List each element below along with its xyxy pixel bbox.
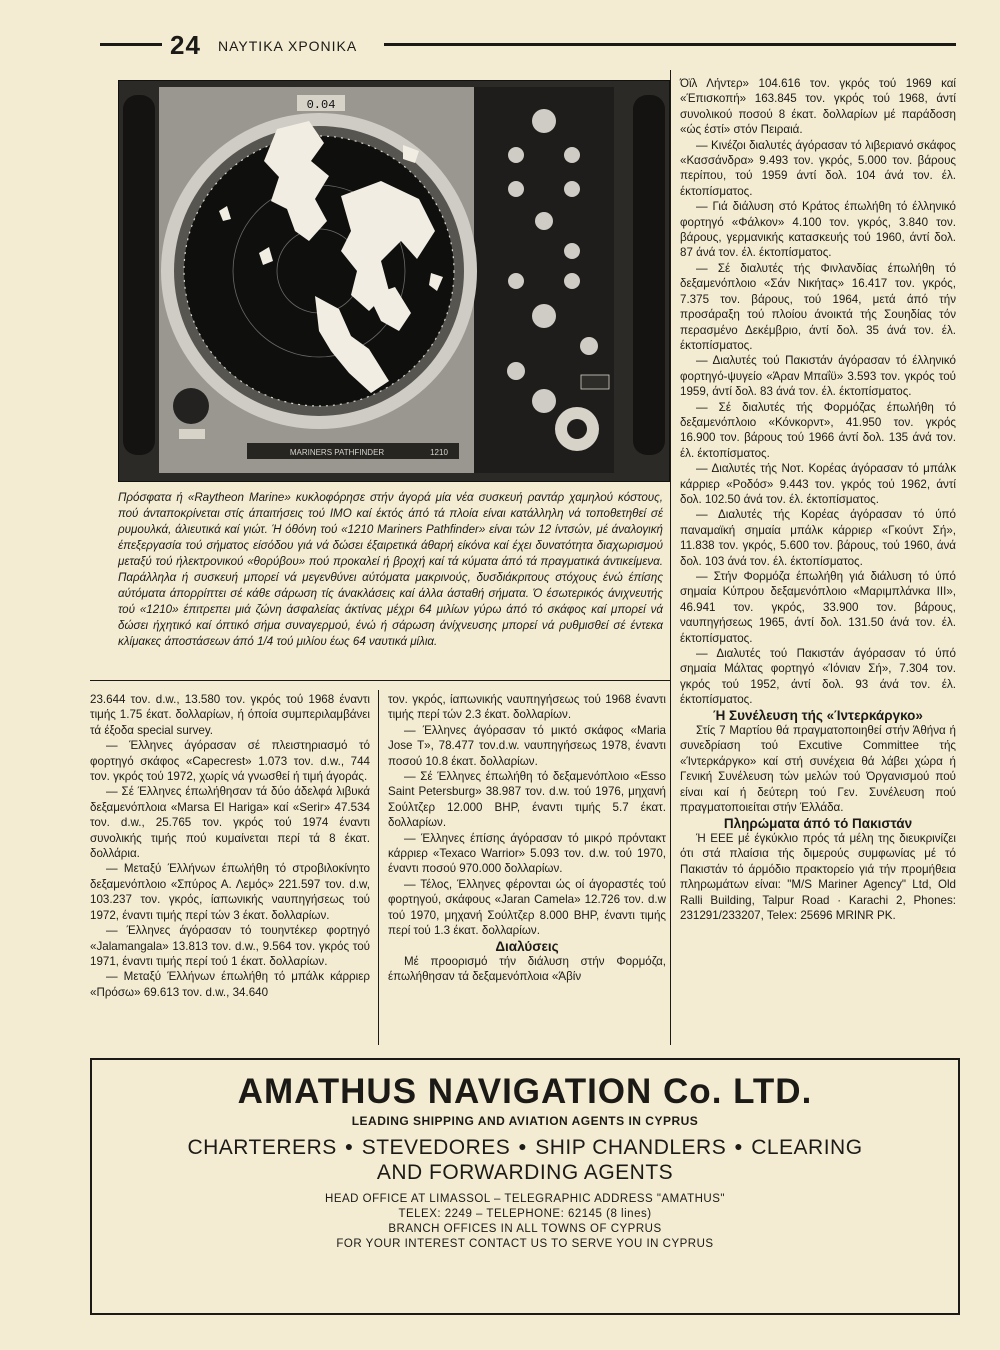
paragraph: — Έλληνες άγόρασαν τό μικτό σκάφος «Maria Jose T», 78.477 τον.d.w. ναυπηγήσεως 1978, έναντι ποσού 10.8 έκατ. δολλαρίων. (388, 723, 666, 768)
model-label: 1210 (430, 448, 448, 457)
radar-photo (118, 80, 670, 482)
advertisement-box (90, 1058, 960, 1315)
paragraph: Ή ΕΕΕ μέ έγκύκλιο πρός τά μέλη της διευκρινίζει ότι στά πλαίσια τής διμερούς συμφωνίας μέ τό Πακιστάν τό άρμόδιο πρακτορείο γιά τήν προμήθεια πληρωμάτων είναι: "M/S Mariner Agency" Ltd, Old Ralli Building, Talpur Road · Karachi 2, Phones: 231291/233207, Telex: 25696 MRINR PK. (680, 831, 956, 922)
bullet-icon: ● (734, 1138, 744, 1154)
paragraph: — Έλληνες άγόρασαν σέ πλειστηριασμό τό φορτηγό σκάφος «Capecrest» 1.073 τον. d.w., 744 τον. γκρός τού 1972, χωρίς νά γνωσθεί ή τιμή άγοράς. (90, 739, 370, 784)
ad-head-office: HEAD OFFICE AT LIMASSOL – TELEGRAPHIC ADDRESS "AMATHUS" (325, 1193, 725, 1205)
paragraph: — Στήν Φορμόζα έπωλήθη γιά διάλυση τό ύπό σημαία Κύπρου δεξαμενόπλοιο «Μαριμπλάνκα ΙΙΙ», 46.941 τον. γκρός, 33.900 τον. βάρους, ναυπηγήσεως 1965, άντί δολ. 131.50 άνά τον. έλ. έκτοπίσματος. (680, 570, 956, 645)
ad-slogan: FOR YOUR INTEREST CONTACT US TO SERVE YOU IN CYPRUS (336, 1238, 714, 1250)
article-column-2 (388, 692, 666, 985)
paragraph: 23.644 τον. d.w., 13.580 τον. γκρός τού 1968 έναντι τιμής 1.75 έκατ. δολλαρίων, ή όποία συμπεριλαμβάνει τά έξοδα special survey. (90, 693, 370, 737)
paragraph: — Σέ διαλυτές τής Φορμόζας έπωλήθη τό δεξαμενόπλοιο «Κόνκορντ», 41.950 τον. γκρός 16.900 τον. βάρους τού 1966 άντί δολ. 135 άνά τον. έλ. έκτοπίσματος. (680, 400, 956, 460)
paragraph: — Κινέζοι διαλυτές άγόρασαν τό λιβεριανό σκάφος «Κασσάνδρα» 9.493 τον. γκρός, 5.000 τον. βάρους περίπου, τού 1959 άντί δολ. 104 άνά τον. έλ. έκτοπίσματος. (680, 138, 956, 198)
ad-services (92, 1136, 958, 1185)
radar-illustration (119, 81, 669, 481)
paragraph: — Έλληνες έπίσης άγόρασαν τό μικρό πρόντακτ κάρριερ «Texaco Warrior» 5.093 τον. d.w. τού 1970, έναντι ποσού 970.000 δολλαρίων. (388, 831, 666, 876)
header-rule (100, 43, 162, 46)
ad-contact: TELEX: 2249 – TELEPHONE: 62145 (8 lines) (398, 1208, 652, 1220)
ad-service: STEVEDORES (361, 1136, 511, 1159)
paragraph: Στίς 7 Μαρτίου θά πραγματοποιηθεί στήν Άθήνα ή συνεδρίαση τού Excutive Committee τής «Ίντερκάργκο» καί στή συνέχεια θά λάβει χώρα ή Γενική Συνέλευση τών μελών τού Όργανισμού πού είναι καί ή δεύτερη τού Γεν. Συνέλευση πού πραγματοποιείται στήν Έλλάδα. (680, 724, 956, 815)
ad-service: CHARTERERS (187, 1136, 337, 1159)
divider (90, 680, 670, 681)
section-heading-pakistan: Πληρώματα άπό τό Πακιστάν (723, 815, 913, 831)
article-column-1 (90, 692, 370, 1000)
paragraph: — Σέ Έλληνες έπωλήθησαν τά δύο άδελφά λιβυκά δεξαμενόπλοια «Marsa El Hariga» καί «Serir» 47.534 τον. d.w., 25.765 τον. γκρός τού 1974 έναντι συνολικής τιμής πού κυμαίνεται περί τά 8 έκατ. δολλάρια. (90, 785, 370, 861)
divider (378, 690, 379, 1045)
paragraph: — Μεταξύ Έλλήνων έπωλήθη τό στροβιλοκίνητο δεξαμενόπλοιο «Σπύρος Α. Λεμός» 221.597 τον. d.w, 103.237 τον. γκρός, ίαπωνικής ναυπηγήσεως τού 1972, έναντι τιμής περί τών 3 έκατ. δολλαρίων. (90, 862, 370, 922)
brand-label: MARINERS PATHFINDER (289, 448, 385, 457)
paragraph: — Διαλυτές τής Κορέας άγόρασαν τό ύπό παναμαϊκή σημαία μπάλκ κάρριερ «Γκούντ Σή», 11.838 τον. γκρός, 5.600 τον. βάρους, τού 1960, άνά δολ. 103 άνά τον. έλ. έκτοπίσματος. (680, 508, 956, 568)
ad-company-name: AMATHUS NAVIGATION Co. LTD. (237, 1072, 813, 1111)
paragraph: — Διαλυτές τού Πακιστάν άγόρασαν τό έλληνικό φορτηγό-ψυγείο «Άραν Μπαΐϋ» 3.593 τον. γκρός τού 1959, άντί δολ. 83 άνά τον. έλ. έκτοπίσματος. (680, 354, 956, 399)
bullet-icon: ● (518, 1138, 528, 1154)
section-heading-intercargo: Ή Συνέλευση τής «Ίντερκάργκο» (713, 707, 923, 723)
ad-branches: BRANCH OFFICES IN ALL TOWNS OF CYPRUS (388, 1223, 662, 1235)
header-rule (384, 43, 956, 46)
paragraph: — Σέ διαλυτές τής Φινλανδίας έπωλήθη τό δεξαμενόπλοιο «Σάν Νικήτας» 16.417 τον. γκρός, 7.375 τον. βάρους, τού 1964, μετά άπό τήν προσάραξη τού πλοίου άνοικτά τής Σουηδίας τόν περασμένο Δεκέμβριο, άντί δολ. 35 άνά τον. έλ. έκτοπίσματος. (680, 261, 956, 352)
bullet-icon: ● (344, 1138, 354, 1154)
paragraph: — Μεταξύ Έλλήνων έπωλήθη τό μπάλκ κάρριερ «Πρόσω» 69.613 τον. d.w., 34.640 (90, 970, 370, 999)
article-column-3 (680, 76, 956, 923)
paragraph: — Σέ Έλληνες έπωλήθη τό δεξαμενόπλοιο «Esso Saint Petersburg» 38.987 τον. d.w. τού 1976, μηχανή Σούλτζερ 12.000 ΒΗΡ, έναντι τιμής 5.7 έκατ. δολλαρίων. (388, 770, 666, 830)
section-heading-demolitions: Διαλύσεις (495, 938, 559, 954)
paragraph: — Γιά διάλυση στό Κράτος έπωλήθη τό έλληνικό φορτηγό «Φάλκον» 4.100 τον. γκρός, 3.840 τον. βάρους, γερμανικής κατασκευής τού 1960, άντί δολ. 87 άνά τον. έλ. έκτοπίσματος. (680, 200, 956, 260)
ad-service-line2: AND FORWARDING AGENTS (376, 1161, 674, 1184)
paragraph: — Διαλυτές τού Πακιστάν άγόρασαν τό ύπό σημαία Μάλτας φορτηγό «Ίόνιαν Σή», 7.304 τον. γκρός τού 1952, άντί δολ. 93 άνά τον. έλ. έκτοπίσματος. (680, 647, 956, 707)
ad-tagline: LEADING SHIPPING AND AVIATION AGENTS IN CYPRUS (351, 1114, 699, 1128)
ad-service: SHIP CHANDLERS (535, 1136, 727, 1159)
paragraph: — Έλληνες άγόρασαν τό τουηντέκερ φορτηγό «Jalamangala» 13.813 τον. d.w., 9.564 τον. γκρός τού 1971, έναντι τιμής περί τού 1 έκατ. δολλαρίων. (90, 924, 370, 968)
paragraph: Μέ προορισμό τήν διάλυση στήν Φορμόζα, έπωλήθησαν τά δεξαμενόπλοια «Άβίν (388, 954, 666, 984)
paragraph: τον. γκρός, ίαπωνικής ναυπηγήσεως τού 1968 έναντι τιμής περί τών 2.3 έκατ. δολλαρίων. (388, 693, 666, 722)
magazine-title: ΝΑΥΤΙΚΑ ΧΡΟΝΙΚΑ (218, 38, 358, 54)
paragraph: — Τέλος, Έλληνες φέρονται ώς οί άγοραστές τού φορτηγού, σκάφους «Jaran Camela» 12.726 τον. d.w τού 1970, μηχανή Σούλτζερ 8.000 ΒΗΡ, έναντι τιμής περί τού 1.3 έκατ. δολλαρίων. (388, 877, 666, 938)
ad-service: CLEARING (751, 1136, 863, 1159)
paragraph: — Διαλυτές τής Νοτ. Κορέας άγόρασαν τό μπάλκ κάρριερ «Ροδόσ» 9.443 τον. γκρός τού 1962, άντί δολ. 102.50 άνά τον. έλ. έκτοπίσματος. (680, 462, 956, 506)
range-readout: 0.04 (306, 98, 336, 112)
photo-caption: Πρόσφατα ή «Raytheon Marine» κυκλοφόρησε στήν άγορά μία νέα συσκευή ραντάρ χαμηλού κόστους, πού άνταποκρίνεται στίς άπαιτήσεις τού ΙΜΟ καί έκτός άπό τά πλοία είναι κατάλληλη νά τοποθετηθεί σέ ρυμουλκά, άλιευτικά καί γιώτ. Ή όθόνη τού «1210 Mariners Pathfinder» είναι τών 12 ίντσών, μέ άναλογική έπεξεργασία τού σήματος είσόδου γιά νά δώσει έξαιρετικά άθαρή είκόνα καί έχει δυνατότητα διαχωρισμού μεταξύ τού ήλεκτρονικού «θορύβου» πού προκαλεί ή βροχή καί τά κύματα άπό τά πραγματικά άντικείμενα. Παράλληλα ή συσκευή μπορεί νά μεγενθύνει αύτόματα μακρινούς, δυσδιάκριτους στόχους ένώ έπίσης αύτόματα άπορρίπτει σέ κάθε σάρωση τίς άνακλάσεις καί άλλα άσταθή σήματα. Ό έσωτερικός άνιχνευτής τού «1210» έπιτρεπει μιά ζώνη άσφαλείας άκτίνας μέχρι 64 μιλίων γύρω άπό τό σκάφος καί μπορεί νά δώσει ήχητικό καί όπτικό σήμα συναγερμού, ένώ ή σάρωση άνίχνευσης μπορεί νά ρυθμισθεί σέ έντεκα κλίμακες άποστάσεων άπό 1/4 τού μιλίου έως 64 ναυτικά μίλια. (118, 491, 663, 648)
paragraph: Όϊλ Λήντερ» 104.616 τον. γκρός τού 1969 καί «Έπισκοπή» 163.845 τον. γκρός τού 1968, άντί συνολικού ποσού 8 έκατ. δολλαρίων μέ παράδοση «ώς έστί» στόν Πειραιά. (680, 77, 956, 137)
divider (670, 70, 671, 1045)
page-number: 24 (170, 30, 201, 60)
